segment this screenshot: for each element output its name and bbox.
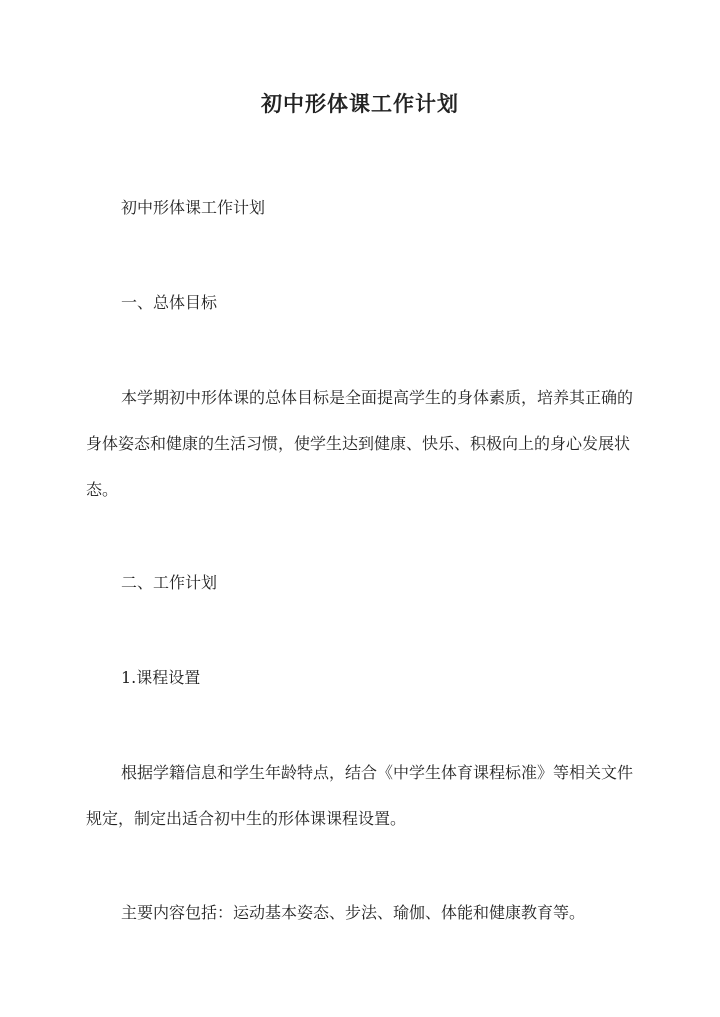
paragraph-course-setup-body: 根据学籍信息和学生年龄特点，结合《中学生体育课程标准》等相关文件规定，制定出适合初中生的形体课课程设置。 [86, 763, 634, 828]
paragraph-subtitle: 初中形体课工作计划 [121, 198, 266, 217]
heading-overall-goal: 一、总体目标 [121, 293, 218, 312]
heading-work-plan: 二、工作计划 [121, 573, 218, 592]
document-title: 初中形体课工作计划 [261, 91, 459, 116]
paragraph-goal-body: 本学期初中形体课的总体目标是全面提高学生的身体素质，培养其正确的身体姿态和健康的生活习惯，使学生达到健康、快乐、积极向上的身心发展状态。 [86, 388, 634, 499]
heading-course-setup: 1.课程设置 [121, 668, 201, 687]
paragraph-main-content: 主要内容包括：运动基本姿态、步法、瑜伽、体能和健康教育等。 [121, 903, 586, 922]
